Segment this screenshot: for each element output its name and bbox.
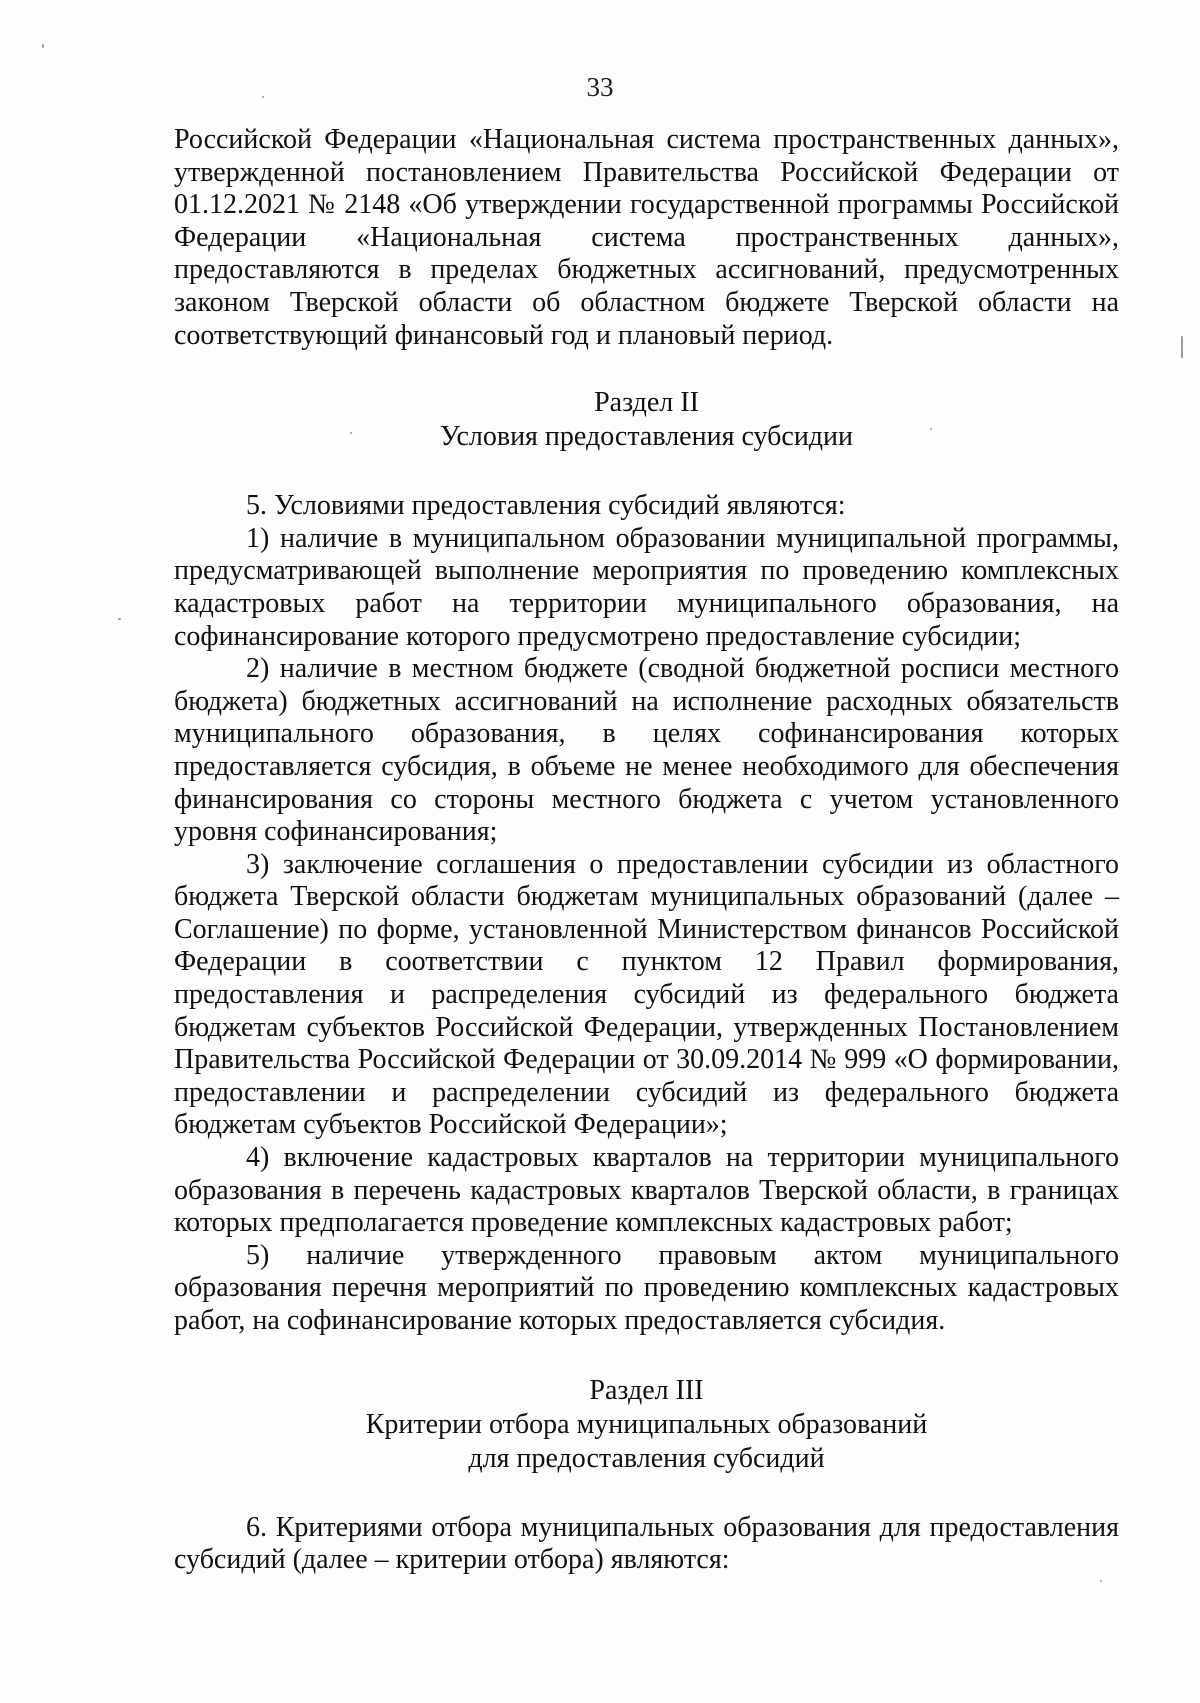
scan-speck: [350, 432, 352, 434]
document-body: [174, 124, 1119, 1577]
section-3-title: Раздел III: [589, 1374, 704, 1406]
section-2-heading: [174, 386, 1119, 454]
clause-5-lead: 5. Условиями предоставления субсидий являются:: [246, 490, 846, 522]
clause-5-item-2: 2) наличие в местном бюджете (сводной бюджетной росписи местного бюджета) бюджетных ассигнований на исполнение расходных обязательств муниципального образования, в целях софинансирования которых предоставляется субсидия, в объеме не менее необходимого для обеспечения финансирования со стороны местного бюджета с учетом установленного уровня софинансирования;: [174, 653, 1119, 848]
clause-5-item-5: 5) наличие утвержденного правовым актом муниципального образования перечня мероприятий по проведению комплексных кадастровых работ, на софинансирование которых предоставляется субсидия.: [174, 1239, 1119, 1336]
page-number: 33: [586, 72, 614, 102]
clause-5-item-3: 3) заключение соглашения о предоставлении субсидии из областного бюджета Тверской области бюджетам муниципальных образований (далее – Соглашение) по форме, установленной Министерством финансов Российской Федерации в соответствии с пунктом 12 Правил формирования, предоставления и распределения субсидий из федерального бюджета бюджетам субъектов Российской Федерации, утвержденных Постановлением Правительства Российской Федерации от 30.09.2014 № 999 «О формировании, предоставлении и распределении субсидий из федерального бюджета бюджетам субъектов Российской Федерации»;: [174, 848, 1119, 1141]
scan-speck: [1100, 1580, 1102, 1582]
section-3-subtitle-line-1: Критерии отбора муниципальных образований: [365, 1408, 928, 1440]
scan-speck: [118, 618, 121, 620]
clause-5-item-1: 1) наличие в муниципальном образовании муниципальной программы, предусматривающей выполнение мероприятия по проведению комплексных кадастровых работ на территории муниципального образования, на софинансирование которого предусмотрено предоставление субсидии;: [174, 522, 1119, 652]
section-2-subtitle: Условия предоставления субсидии: [439, 421, 854, 453]
intro-paragraph: Российской Федерации «Национальная система пространственных данных», утвержденной постановлением Правительства Российской Федерации от 01.12.2021 № 2148 «Об утверждении государственной программы Российской Федерации «Национальная система пространственных данных», предоставляются в пределах бюджетных ассигнований, предусмотренных законом Тверской области об областном бюджете Тверской области на соответствующий финансовый год и плановый период.: [174, 124, 1119, 351]
scan-speck: [1181, 336, 1183, 358]
scan-speck: [930, 428, 932, 430]
section-3-subtitle-line-2: для предоставления субсидий: [468, 1442, 825, 1474]
scan-speck: [42, 44, 44, 48]
clause-6-lead: 6. Критериями отбора муниципальных образования для предоставления субсидий (далее – критерии отбора) являются:: [174, 1511, 1119, 1576]
clause-5-item-4: 4) включение кадастровых кварталов на территории муниципального образования в перечень кадастровых кварталов Тверской области, в границах которых предполагается проведение комплексных кадастровых работ;: [174, 1142, 1119, 1239]
scan-speck: [262, 96, 264, 98]
section-2-title: Раздел II: [594, 387, 699, 419]
section-3-heading: [174, 1374, 1119, 1476]
